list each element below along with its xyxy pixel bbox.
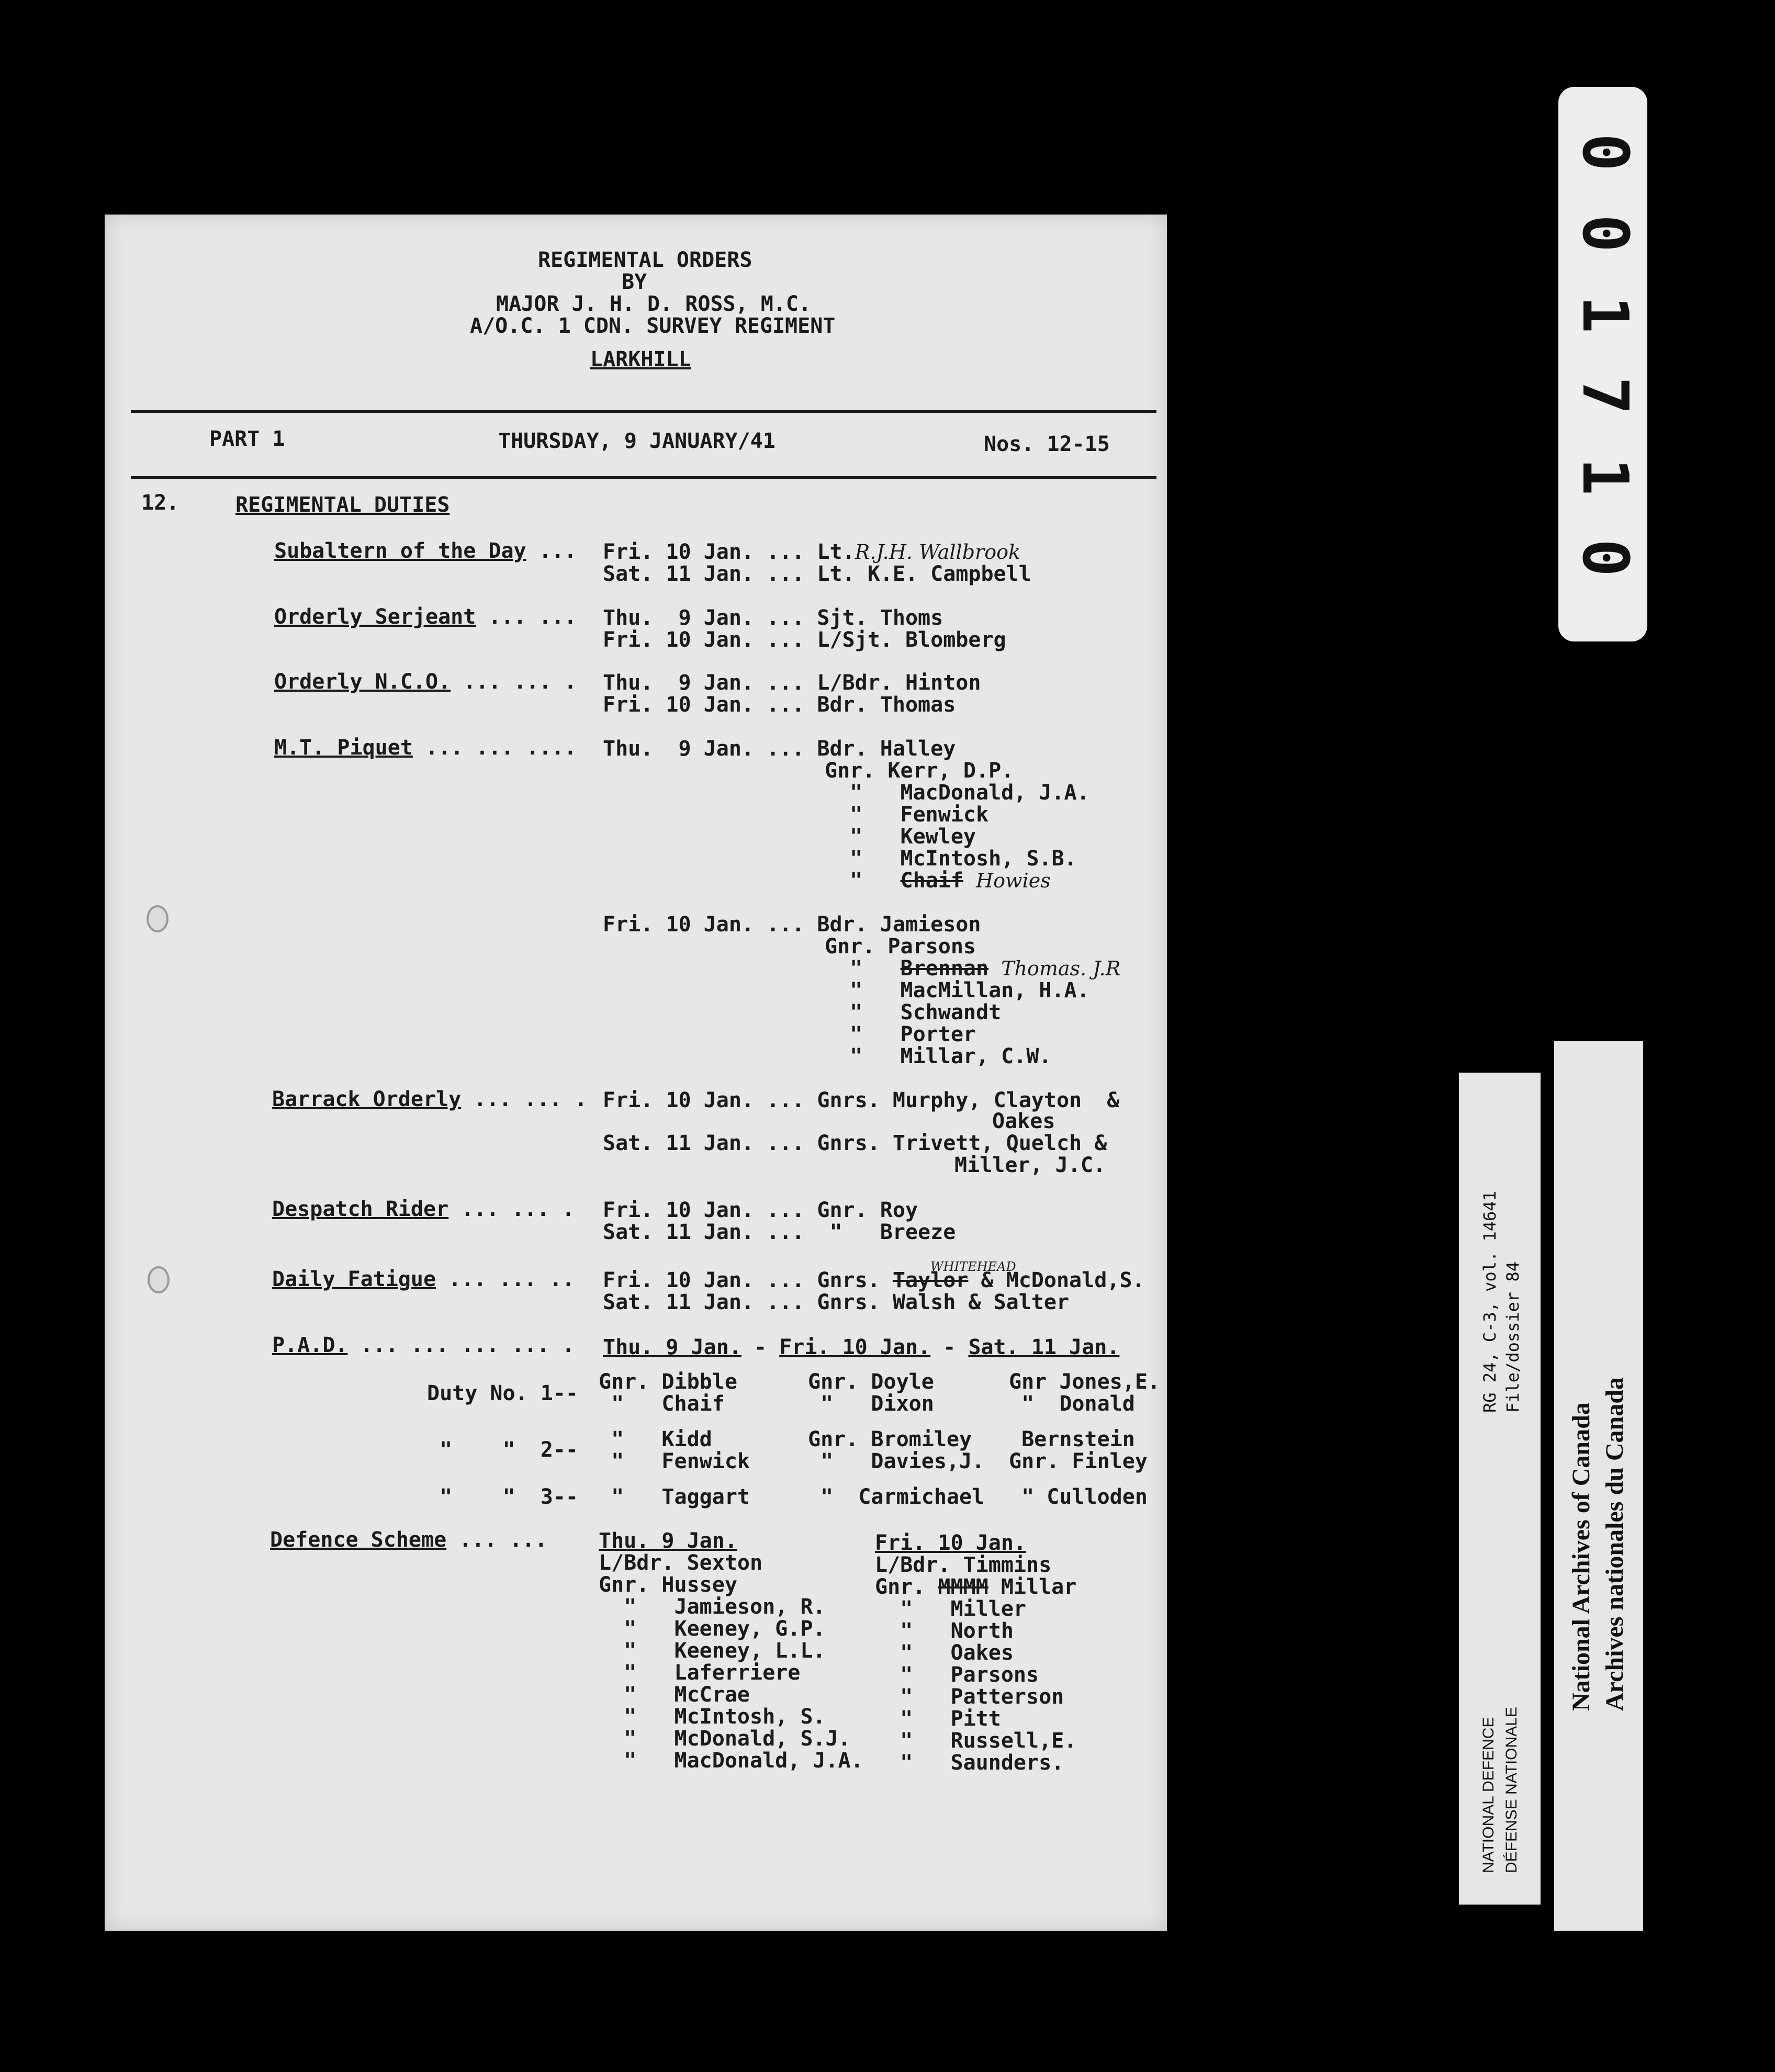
pad-entry: " Fenwick xyxy=(599,1449,750,1473)
order-numbers: Nos. 12-15 xyxy=(984,432,1110,456)
defence-entry: " Patterson xyxy=(875,1685,1064,1709)
duty-entry: " Fenwick xyxy=(825,803,989,827)
frame-number-strip xyxy=(1558,87,1647,641)
defence-entry: " Laferriere xyxy=(599,1661,801,1685)
leader-dots: ... ... . xyxy=(448,1197,575,1221)
pad-entry: Gnr. Dibble xyxy=(599,1370,737,1394)
archives-english: National Archives of Canada xyxy=(1567,1402,1595,1711)
leader-dots: ... ... . xyxy=(461,1087,588,1111)
duty-name: Daily Fatigue xyxy=(272,1267,436,1291)
defence-entry: Gnr. Hussey xyxy=(599,1573,737,1597)
defence-entry: L/Bdr. Sexton xyxy=(599,1551,763,1575)
defence-entry: " Russell,E. xyxy=(875,1729,1077,1753)
duty-name: Subaltern of the Day xyxy=(274,539,526,563)
leader-dots: ... ... xyxy=(446,1528,547,1552)
duty-name: Defence Scheme xyxy=(270,1528,447,1552)
pad-entry: Gnr. Bromiley xyxy=(808,1427,972,1451)
duty-entry xyxy=(603,541,1020,563)
duty-label xyxy=(272,1198,575,1220)
order-date: THURSDAY, 9 JANUARY/41 xyxy=(498,429,776,453)
section-number: 12. xyxy=(141,491,179,515)
duty-label xyxy=(274,540,577,562)
duty-entry: " Kewley xyxy=(825,825,976,849)
pad-entry: " Donald xyxy=(1009,1392,1135,1416)
duty-label xyxy=(272,1268,575,1290)
pad-entry: Gnr. Finley xyxy=(1009,1449,1148,1473)
entry-text: & McDonald,S. xyxy=(968,1268,1145,1292)
pad-entry: " Kidd xyxy=(599,1427,712,1451)
defence-entry: " Keeney, G.P. xyxy=(599,1617,826,1641)
leader-dots: ... ... .. xyxy=(436,1267,575,1291)
duty-entry: Miller, J.C. xyxy=(954,1153,1106,1177)
duty-label xyxy=(270,1529,547,1551)
frame-digit: 0 xyxy=(1568,214,1641,253)
duty-entry: Thu. 9 Jan. ... Sjt. Thoms xyxy=(603,606,943,630)
header-line-3: MAJOR J. H. D. ROSS, M.C. xyxy=(496,292,812,316)
entry-text: Fri. 10 Jan. ... Gnrs. xyxy=(603,1268,893,1292)
pad-date: Fri. 10 Jan. xyxy=(779,1335,931,1359)
bottom-rule xyxy=(131,476,1156,479)
duty-number: " " 3-- xyxy=(427,1485,578,1509)
duty-entry: Oakes xyxy=(992,1109,1055,1133)
duty-entry: Fri. 10 Jan. ... L/Sjt. Blomberg xyxy=(603,628,1006,652)
dash: - xyxy=(930,1335,969,1359)
defence-entry: " Parsons xyxy=(875,1663,1039,1687)
leader-dots: ... ... .... xyxy=(412,736,577,760)
duty-entry: Thu. 9 Jan. ... Bdr. Halley xyxy=(603,737,956,761)
duty-entry: " Porter xyxy=(825,1022,976,1046)
pad-entry: " Chaif xyxy=(599,1392,725,1416)
part-label: PART 1 xyxy=(209,427,285,451)
duty-entry: " MacMillan, H.A. xyxy=(825,978,1089,1003)
duty-entry: Sat. 11 Jan. ... " Breeze xyxy=(603,1220,956,1244)
pad-entry: " Taggart xyxy=(599,1485,750,1509)
section-title: REGIMENTAL DUTIES xyxy=(235,493,450,517)
defence-entry: " Pitt xyxy=(875,1707,1001,1731)
top-rule xyxy=(131,410,1156,413)
duty-name: P.A.D. xyxy=(272,1333,348,1357)
duty-entry: " MacDonald, J.A. xyxy=(825,781,1089,805)
duty-entry: " Millar, C.W. xyxy=(825,1044,1052,1068)
national-defence-label: NATIONAL DEFENCE xyxy=(1480,1717,1497,1873)
duty-entry xyxy=(603,1269,1145,1291)
duty-entry: Fri. 10 Jan. ... Bdr. Thomas xyxy=(603,693,956,717)
reference-rg: RG 24, C-3, vol. 14641 xyxy=(1480,1191,1500,1413)
pad-entry: " Dixon xyxy=(808,1392,934,1416)
defence-entry: L/Bdr. Timmins xyxy=(875,1553,1052,1577)
duty-number: " " 2-- xyxy=(427,1438,578,1462)
struck-name: MMMM xyxy=(938,1575,988,1599)
defence-date: Thu. 9 Jan. xyxy=(599,1529,737,1553)
dash: - xyxy=(741,1335,780,1359)
defence-entry: " Keeney, L.L. xyxy=(599,1639,826,1663)
pad-date: Thu. 9 Jan. xyxy=(603,1335,742,1359)
defence-entry xyxy=(875,1576,1076,1598)
duty-number: Duty No. 1-- xyxy=(427,1381,578,1405)
pad-entry: " Culloden xyxy=(1009,1485,1148,1509)
archives-french: Archives nationales du Canada xyxy=(1601,1377,1628,1711)
reference-label xyxy=(1459,1073,1541,1905)
pad-entry: " Davies,J. xyxy=(808,1449,985,1473)
duty-label xyxy=(274,737,577,759)
duty-entry: Fri. 10 Jan. ... Gnr. Roy xyxy=(603,1198,918,1222)
duty-entry: Gnr. Parsons xyxy=(825,934,976,959)
defence-entry: " Miller xyxy=(875,1597,1026,1621)
duty-label xyxy=(272,1088,587,1110)
duty-label xyxy=(274,606,577,628)
document-page xyxy=(105,215,1167,1931)
pad-entry: Gnr Jones,E. xyxy=(1009,1370,1160,1394)
duty-entry: Fri. 10 Jan. ... Bdr. Jamieson xyxy=(603,913,981,937)
entry-name: K.E. Campbell xyxy=(867,562,1031,586)
leader-dots: ... ... ... ... . xyxy=(347,1333,575,1357)
entry-text: Fri. 10 Jan. ... Lt. xyxy=(603,540,855,564)
pad-date: Sat. 11 Jan. xyxy=(968,1335,1120,1359)
duty-entry: " Schwandt xyxy=(825,1000,1002,1024)
punch-hole xyxy=(148,1266,170,1293)
pad-entry: Gnr. Doyle xyxy=(808,1370,934,1394)
duty-name: Despatch Rider xyxy=(272,1197,449,1221)
duty-entry: Sat. 11 Jan. ... Gnrs. Trivett, Quelch & xyxy=(603,1131,1107,1155)
leader-dots: ... ... . xyxy=(451,670,577,694)
header-line-4: A/O.C. 1 CDN. SURVEY REGIMENT xyxy=(470,314,836,338)
duty-entry: " McIntosh, S.B. xyxy=(825,847,1077,871)
punch-hole xyxy=(147,905,168,932)
duty-entry: Fri. 10 Jan. ... Gnrs. Murphy, Clayton & xyxy=(603,1088,1120,1112)
header-line-5: LARKHILL xyxy=(590,347,691,371)
defence-date: Fri. 10 Jan. xyxy=(875,1531,1026,1555)
duty-entry xyxy=(825,958,1120,979)
handwritten-annotation: WHITEHEAD xyxy=(930,1259,1016,1274)
handwritten-name: Howies xyxy=(976,869,1051,892)
defence-entry: " Oakes xyxy=(875,1641,1014,1665)
entry-text: " xyxy=(825,956,901,981)
duty-label xyxy=(272,1334,575,1356)
handwritten-name: R.J.H. Wallbrook xyxy=(855,540,1020,564)
defence-entry: " McCrae xyxy=(599,1683,750,1707)
duty-name: M.T. Piquet xyxy=(274,736,413,760)
header-line-1: REGIMENTAL ORDERS xyxy=(538,248,752,272)
duty-entry: Thu. 9 Jan. ... L/Bdr. Hinton xyxy=(603,671,981,695)
archives-label xyxy=(1554,1041,1643,1931)
defence-entry: " Saunders. xyxy=(875,1751,1064,1775)
pad-entry: " Carmichael xyxy=(808,1485,985,1509)
defence-entry: " MacDonald, J.A. xyxy=(599,1749,863,1773)
entry-text: Millar xyxy=(988,1575,1077,1599)
frame-digit: 0 xyxy=(1568,133,1641,172)
frame-digit: 7 xyxy=(1568,376,1641,415)
entry-text: Sat. 11 Jan. ... Lt. xyxy=(603,562,855,586)
frame-digit: 0 xyxy=(1568,538,1641,577)
duty-entry xyxy=(825,870,1051,892)
duty-entry xyxy=(603,563,1031,585)
pad-dates xyxy=(603,1336,1119,1358)
struck-name: Brennan xyxy=(900,956,989,981)
duty-entry: Sat. 11 Jan. ... Gnrs. Walsh & Salter xyxy=(603,1290,1070,1314)
duty-name: Orderly Serjeant xyxy=(274,605,476,629)
defence-entry: " McDonald, S.J. xyxy=(599,1727,851,1751)
frame-digit: 1 xyxy=(1568,295,1641,334)
duty-label xyxy=(274,671,577,693)
defence-entry: " McIntosh, S. xyxy=(599,1705,826,1729)
frame-digit: 1 xyxy=(1568,457,1641,496)
entry-text: " xyxy=(825,869,901,893)
header-line-2: BY xyxy=(622,270,647,294)
pad-entry: Bernstein xyxy=(1009,1427,1135,1451)
defence-entry: " Jamieson, R. xyxy=(599,1595,826,1619)
handwritten-name: Thomas. J.R xyxy=(1001,957,1121,980)
leader-dots: ... ... xyxy=(476,605,577,629)
struck-name: Chaif xyxy=(900,869,963,893)
duty-entry: Gnr. Kerr, D.P. xyxy=(825,759,1014,783)
reference-file: File/dossier 84 xyxy=(1503,1262,1523,1413)
defence-entry: " North xyxy=(875,1619,1014,1643)
duty-name: Barrack Orderly xyxy=(272,1087,462,1111)
leader-dots: ... xyxy=(526,539,577,563)
struck-name: Taylor xyxy=(892,1268,969,1292)
defense-nationale-label: DÉFENSE NATIONALE xyxy=(1503,1707,1520,1873)
entry-text: Gnr. xyxy=(875,1575,938,1599)
duty-name: Orderly N.C.O. xyxy=(274,670,451,694)
